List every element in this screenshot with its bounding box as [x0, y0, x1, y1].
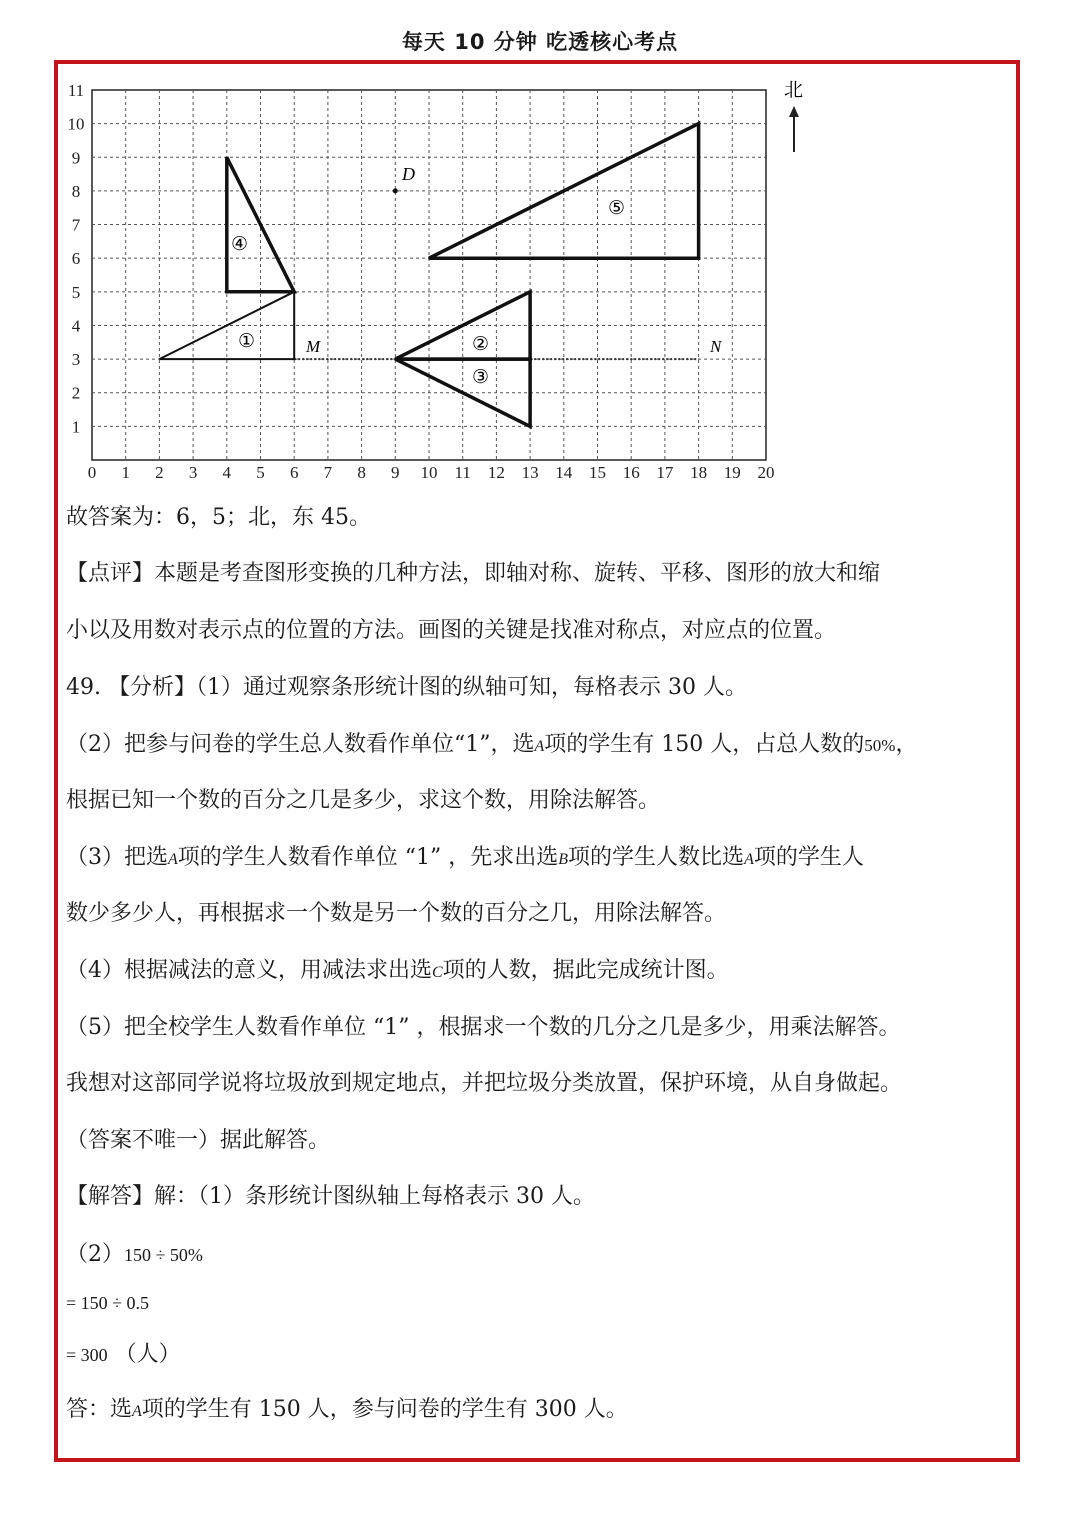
comment-line-1: 【点评】本题是考查图形变换的几种方法，即轴对称、旋转、平移、图形的放大和缩: [66, 561, 881, 586]
y-tick-label: 1: [71, 417, 81, 437]
final-answer-line: 答：选A项的学生有 150 人，参与问卷的学生有 300 人。: [66, 1397, 628, 1422]
y-tick-label: 9: [71, 148, 81, 168]
x-tick-label: 5: [256, 463, 265, 482]
x-tick-label: 8: [357, 463, 366, 482]
point-d-label: D: [402, 164, 415, 184]
x-tick-label: 13: [521, 463, 539, 482]
analysis-4-line: （4）根据减法的意义，用减法求出选C项的人数，据此完成统计图。: [66, 958, 729, 983]
x-tick-label: 2: [155, 463, 164, 482]
solution-line-3: = 150 ÷ 0.5: [66, 1293, 150, 1313]
analysis-3-line-2: 数少多少人，再根据求一个数是另一个数的百分之几，用除法解答。: [66, 901, 727, 926]
x-tick-label: 4: [222, 463, 232, 482]
x-tick-label: 14: [555, 463, 573, 482]
shape-label-3: ③: [472, 366, 490, 388]
point-n-label: N: [710, 337, 722, 356]
x-tick-label: 16: [622, 463, 640, 482]
north-arrow-icon: [789, 106, 799, 152]
answer-line: 故答案为：6，5；北，东 45。: [66, 505, 371, 530]
solution-line-1: 【解答】解：（1）条形统计图纵轴上每格表示 30 人。: [66, 1184, 595, 1209]
analysis-3-line-1: （3）把选A项的学生人数看作单位 “1” ，先求出选B项的学生人数比选A项的学生人: [66, 845, 864, 870]
x-tick-label: 6: [289, 463, 299, 482]
x-tick-label: 20: [757, 463, 775, 482]
point-m-label: M: [306, 337, 321, 356]
y-tick-label: 4: [71, 316, 81, 336]
coordinate-grid-figure: [62, 72, 822, 492]
x-tick-label: 10: [420, 463, 438, 482]
y-tick-label: 2: [71, 383, 81, 403]
x-tick-label: 7: [323, 463, 333, 482]
x-tick-label: 17: [656, 463, 674, 482]
x-tick-label: 1: [121, 463, 130, 482]
y-axis-ticks: [68, 81, 85, 436]
x-tick-label: 11: [454, 463, 471, 482]
y-tick-label: 5: [71, 282, 81, 302]
q49-analysis-1: 49. 【分析】（1）通过观察条形统计图的纵轴可知，每格表示 30 人。: [66, 675, 747, 700]
analysis-5-line-3: （答案不唯一）据此解答。: [66, 1128, 331, 1153]
analysis-5-line-1: （5）把全校学生人数看作单位 “1” ，根据求一个数的几分之几是多少，用乘法解答。: [66, 1015, 901, 1040]
shape-label-4: ④: [231, 233, 249, 255]
y-tick-label: 3: [71, 350, 81, 370]
solution-line-4: = 300 （人）: [66, 1342, 181, 1367]
shape-label-5: ⑤: [608, 197, 626, 219]
x-tick-label: 15: [589, 463, 606, 482]
x-tick-label: 18: [690, 463, 708, 482]
analysis-5-line-2: 我想对这部同学说将垃圾放到规定地点，并把垃圾分类放置，保护环境，从自身做起。: [66, 1071, 903, 1096]
x-tick-label: 19: [723, 463, 741, 482]
grid-lines: [92, 90, 766, 460]
x-tick-label: 12: [487, 463, 505, 482]
analysis-2-line-2: 根据已知一个数的百分之几是多少，求这个数，用除法解答。: [66, 788, 661, 813]
x-axis-ticks: [88, 463, 775, 482]
y-tick-label: 10: [67, 114, 85, 134]
page-header: 每天 10 分钟 吃透核心考点: [401, 30, 679, 54]
y-tick-label: 11: [67, 81, 85, 100]
y-tick-label: 6: [71, 249, 81, 269]
shape-label-1: ①: [238, 330, 256, 352]
y-tick-label: 8: [71, 181, 81, 201]
north-label: 北: [784, 79, 804, 101]
shape-label-2: ②: [472, 333, 490, 355]
x-tick-label: 9: [391, 463, 400, 482]
comment-line-2: 小以及用数对表示点的位置的方法。画图的关键是找准对称点，对应点的位置。: [66, 618, 837, 643]
solution-line-2: （2）150 ÷ 50%: [66, 1242, 203, 1267]
analysis-2-line-1: （2）把参与问卷的学生总人数看作单位“1”，选A项的学生有 150 人，占总人数的50%，: [66, 732, 918, 757]
x-tick-label: 3: [188, 463, 198, 482]
point-d: [393, 188, 398, 193]
y-tick-label: 7: [71, 215, 81, 235]
x-tick-label: 0: [87, 463, 97, 482]
